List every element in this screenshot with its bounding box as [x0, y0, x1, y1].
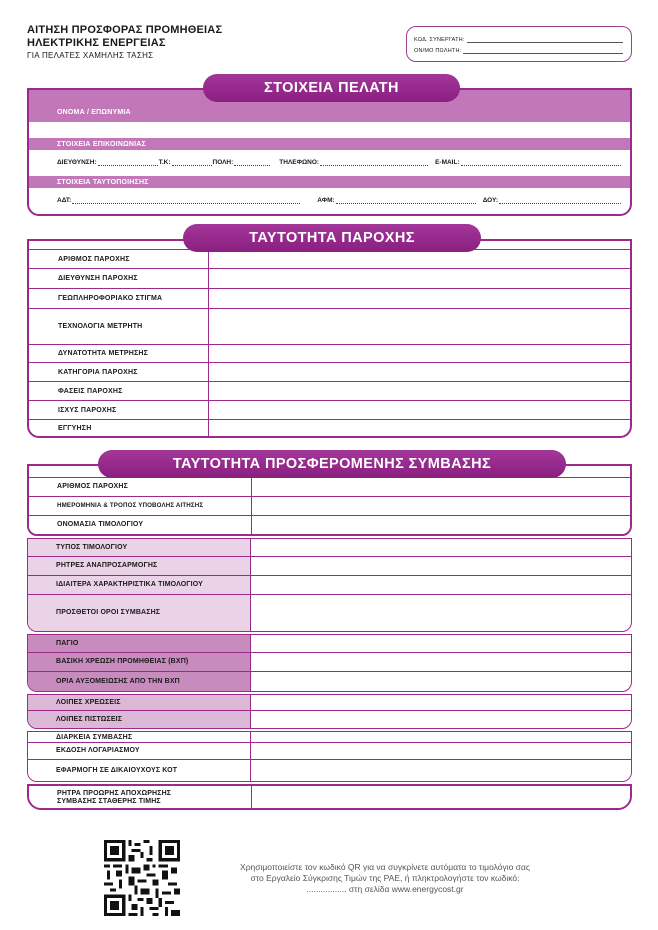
early-exit-label-line2: ΣΥΜΒΑΣΗΣ ΣΤΑΘΕΡΗΣ ΤΙΜΗΣ	[57, 798, 161, 805]
adt-label: ΑΔΤ:	[57, 197, 72, 204]
phone-input[interactable]	[320, 159, 428, 166]
supply-row-value[interactable]	[209, 250, 630, 268]
doy-input[interactable]	[499, 197, 621, 204]
contract-row-value[interactable]	[251, 743, 631, 759]
form-title-line2: ΗΛΕΚΤΡΙΚΗΣ ΕΝΕΡΓΕΙΑΣ	[27, 37, 166, 49]
contract-row-label: ΟΡΙΑ ΑΥΞΟΜΕΙΩΣΗΣ ΑΠΟ ΤΗΝ ΒΧΠ	[28, 672, 251, 691]
afm-label: ΑΦΜ:	[317, 197, 335, 204]
table-row	[29, 289, 630, 309]
identification-line	[57, 194, 622, 204]
contract-row-value[interactable]	[251, 653, 631, 671]
table-row	[28, 711, 631, 728]
table-row	[29, 786, 630, 810]
phone-label: ΤΗΛΕΦΩΝΟ:	[279, 159, 320, 166]
table-row	[29, 345, 630, 363]
early-exit-label-line1: ΡΗΤΡΑ ΠΡΟΩΡΗΣ ΑΠΟΧΩΡΗΣΗΣ	[57, 790, 172, 797]
supply-row-label: ΓΕΩΠΛΗΡΟΦΟΡΙΑΚΟ ΣΤΙΓΜΑ	[29, 289, 209, 308]
supply-row-value[interactable]	[209, 269, 630, 288]
supply-row-value[interactable]	[209, 363, 630, 381]
form-subtitle: ΓΙΑ ΠΕΛΑΤΕΣ ΧΑΜΗΛΗΣ ΤΑΣΗΣ	[27, 51, 154, 60]
contact-band: ΣΤΟΙΧΕΙΑ ΕΠΙΚΟΙΝΩΝΙΑΣ	[29, 138, 630, 150]
table-row	[28, 743, 631, 760]
afm-input[interactable]	[336, 197, 476, 204]
postcode-input[interactable]	[172, 159, 212, 166]
supply-section	[27, 239, 632, 438]
supply-row-label: ΦΑΣΕΙΣ ΠΑΡΟΧΗΣ	[29, 382, 209, 400]
table-row	[28, 576, 631, 595]
table-row	[28, 557, 631, 576]
table-row	[28, 635, 631, 653]
address-label: ΔΙΕΥΘΥΝΣΗ:	[57, 159, 97, 166]
contract-row-label: ΛΟΙΠΕΣ ΧΡΕΩΣΕΙΣ	[28, 695, 251, 710]
supply-row-value[interactable]	[209, 420, 630, 436]
contract-row-label: ΑΡΙΘΜΟΣ ΠΑΡΟΧΗΣ	[29, 478, 252, 496]
table-row	[29, 401, 630, 420]
supply-row-label: ΚΑΤΗΓΟΡΙΑ ΠΑΡΟΧΗΣ	[29, 363, 209, 381]
supply-row-value[interactable]	[209, 401, 630, 419]
city-input[interactable]	[234, 159, 270, 166]
partner-code-label: ΚΩΔ. ΣΥΝΕΡΓΑΤΗ:	[414, 37, 465, 43]
customer-section	[27, 88, 632, 216]
contract-row-label: ΛΟΙΠΕΣ ΠΙΣΤΩΣΕΙΣ	[28, 711, 251, 728]
supply-row-value[interactable]	[209, 309, 630, 344]
contract-row-label: ΕΦΑΡΜΟΓΗ ΣΕ ΔΙΚΑΙΟΥΧΟΥΣ ΚΟΤ	[28, 760, 251, 781]
seller-name-field[interactable]	[414, 44, 623, 54]
table-row	[29, 477, 630, 497]
contract-row-value[interactable]	[251, 732, 631, 742]
adt-input[interactable]	[72, 197, 300, 204]
contract-row-label: ΡΗΤΡΕΣ ΑΝΑΠΡΟΣΑΡΜΟΓΗΣ	[28, 557, 251, 575]
qr-code-icon	[104, 840, 180, 916]
contract-group-5	[27, 731, 632, 782]
seller-name-label: ΟΝ/ΜΟ ΠΩΛΗΤΗ:	[414, 48, 462, 54]
table-row	[28, 595, 631, 631]
email-label: E-MAIL:	[435, 159, 460, 166]
postcode-label: Τ.Κ:	[158, 159, 171, 166]
contract-group-4	[27, 694, 632, 729]
supply-row-value[interactable]	[209, 289, 630, 308]
table-row	[28, 539, 631, 557]
table-row	[29, 497, 630, 516]
table-row	[29, 363, 630, 382]
contact-line	[57, 156, 622, 166]
table-row	[29, 516, 630, 534]
email-input[interactable]	[461, 159, 621, 166]
customer-name-input[interactable]	[29, 122, 630, 138]
contract-row-value[interactable]	[251, 539, 631, 556]
footer-line-3: ................. στη σελίδα www.energycost.gr	[306, 884, 464, 894]
contract-row-value[interactable]	[252, 786, 630, 810]
contract-row-label: ΟΝΟΜΑΣΙΑ ΤΙΜΟΛΟΓΙΟΥ	[29, 516, 252, 534]
contract-row-value[interactable]	[252, 497, 630, 515]
table-row	[29, 249, 630, 269]
contract-row-value[interactable]	[251, 635, 631, 652]
partner-code-field[interactable]	[414, 33, 623, 43]
partner-box	[406, 26, 632, 62]
footer-line-2: στο Εργαλείο Σύγκρισης Τιμών της ΡΑΕ, ή πληκτρολογήστε τον κωδικό:	[250, 873, 520, 883]
supply-row-label: ΔΥΝΑΤΟΤΗΤΑ ΜΕΤΡΗΣΗΣ	[29, 345, 209, 362]
contract-row-value[interactable]	[252, 516, 630, 534]
table-row	[29, 309, 630, 345]
doy-label: ΔΟΥ:	[482, 197, 499, 204]
table-row	[28, 695, 631, 711]
table-row	[29, 420, 630, 436]
supply-section-title: ΤΑΥΤΟΤΗΤΑ ΠΑΡΟΧΗΣ	[183, 224, 481, 252]
supply-row-value[interactable]	[209, 382, 630, 400]
contract-group-2	[27, 538, 632, 632]
contract-row-label: ΤΥΠΟΣ ΤΙΜΟΛΟΓΙΟΥ	[28, 539, 251, 556]
contract-row-label: ΕΚΔΟΣΗ ΛΟΓΑΡΙΑΣΜΟΥ	[28, 743, 251, 759]
contract-row-value[interactable]	[251, 576, 631, 594]
footer-line-1: Χρησιμοποιείστε τον κωδικό QR για να συγκρίνετε αυτόματα το τιμολόγιο σας	[240, 862, 530, 872]
supply-row-label: ΔΙΕΥΘΥΝΣΗ ΠΑΡΟΧΗΣ	[29, 269, 209, 288]
contract-row-label: ΙΔΙΑΙΤΕΡΑ ΧΑΡΑΚΤΗΡΙΣΤΙΚΑ ΤΙΜΟΛΟΓΙΟΥ	[28, 576, 251, 594]
contract-row-value[interactable]	[251, 711, 631, 728]
identification-band: ΣΤΟΙΧΕΙΑ ΤΑΥΤΟΠΟΙΗΣΗΣ	[29, 176, 630, 188]
footer-note	[190, 862, 580, 895]
contract-row-label	[29, 786, 252, 810]
contract-row-value[interactable]	[252, 478, 630, 496]
supply-row-label: ΑΡΙΘΜΟΣ ΠΑΡΟΧΗΣ	[29, 250, 209, 268]
supply-row-value[interactable]	[209, 345, 630, 362]
contract-section-title: ΤΑΥΤΟΤΗΤΑ ΠΡΟΣΦΕΡΟΜΕΝΗΣ ΣΥΜΒΑΣΗΣ	[98, 450, 566, 478]
contract-group-6	[27, 784, 632, 810]
contract-row-value[interactable]	[251, 595, 631, 631]
contract-row-value[interactable]	[251, 695, 631, 710]
address-input[interactable]	[98, 159, 158, 166]
customer-section-title: ΣΤΟΙΧΕΙΑ ΠΕΛΑΤΗ	[203, 74, 460, 102]
contract-row-label: ΔΙΑΡΚΕΙΑ ΣΥΜΒΑΣΗΣ	[28, 732, 251, 742]
contract-row-label: ΗΜΕΡΟΜΗΝΙΑ & ΤΡΟΠΟΣ ΥΠΟΒΟΛΗΣ ΑΙΤΗΣΗΣ	[29, 497, 252, 515]
contract-row-value[interactable]	[251, 672, 631, 691]
supply-row-label: ΕΓΓΥΗΣΗ	[29, 420, 209, 436]
contract-row-value[interactable]	[251, 760, 631, 781]
contract-row-value[interactable]	[251, 557, 631, 575]
contract-row-label: ΒΑΣΙΚΗ ΧΡΕΩΣΗ ΠΡΟΜΗΘΕΙΑΣ (ΒΧΠ)	[28, 653, 251, 671]
table-row	[29, 269, 630, 289]
customer-name-band: ΟΝΟΜΑ / ΕΠΩΝΥΜΙΑ	[29, 90, 630, 122]
table-row	[28, 672, 631, 691]
supply-row-label: ΤΕΧΝΟΛΟΓΙΑ ΜΕΤΡΗΤΗ	[29, 309, 209, 344]
supply-row-label: ΙΣΧΥΣ ΠΑΡΟΧΗΣ	[29, 401, 209, 419]
city-label: ΠΟΛΗ:	[212, 159, 234, 166]
table-row	[29, 382, 630, 401]
form-title-line1: ΑΙΤΗΣΗ ΠΡΟΣΦΟΡΑΣ ΠΡΟΜΗΘΕΙΑΣ	[27, 24, 223, 36]
form-title-block	[27, 24, 222, 61]
contract-row-label: ΠΑΓΙΟ	[28, 635, 251, 652]
table-row	[28, 732, 631, 743]
table-row	[28, 760, 631, 781]
contract-group-3	[27, 634, 632, 692]
table-row	[28, 653, 631, 672]
contract-row-label: ΠΡΟΣΘΕΤΟΙ ΟΡΟΙ ΣΥΜΒΑΣΗΣ	[28, 595, 251, 631]
